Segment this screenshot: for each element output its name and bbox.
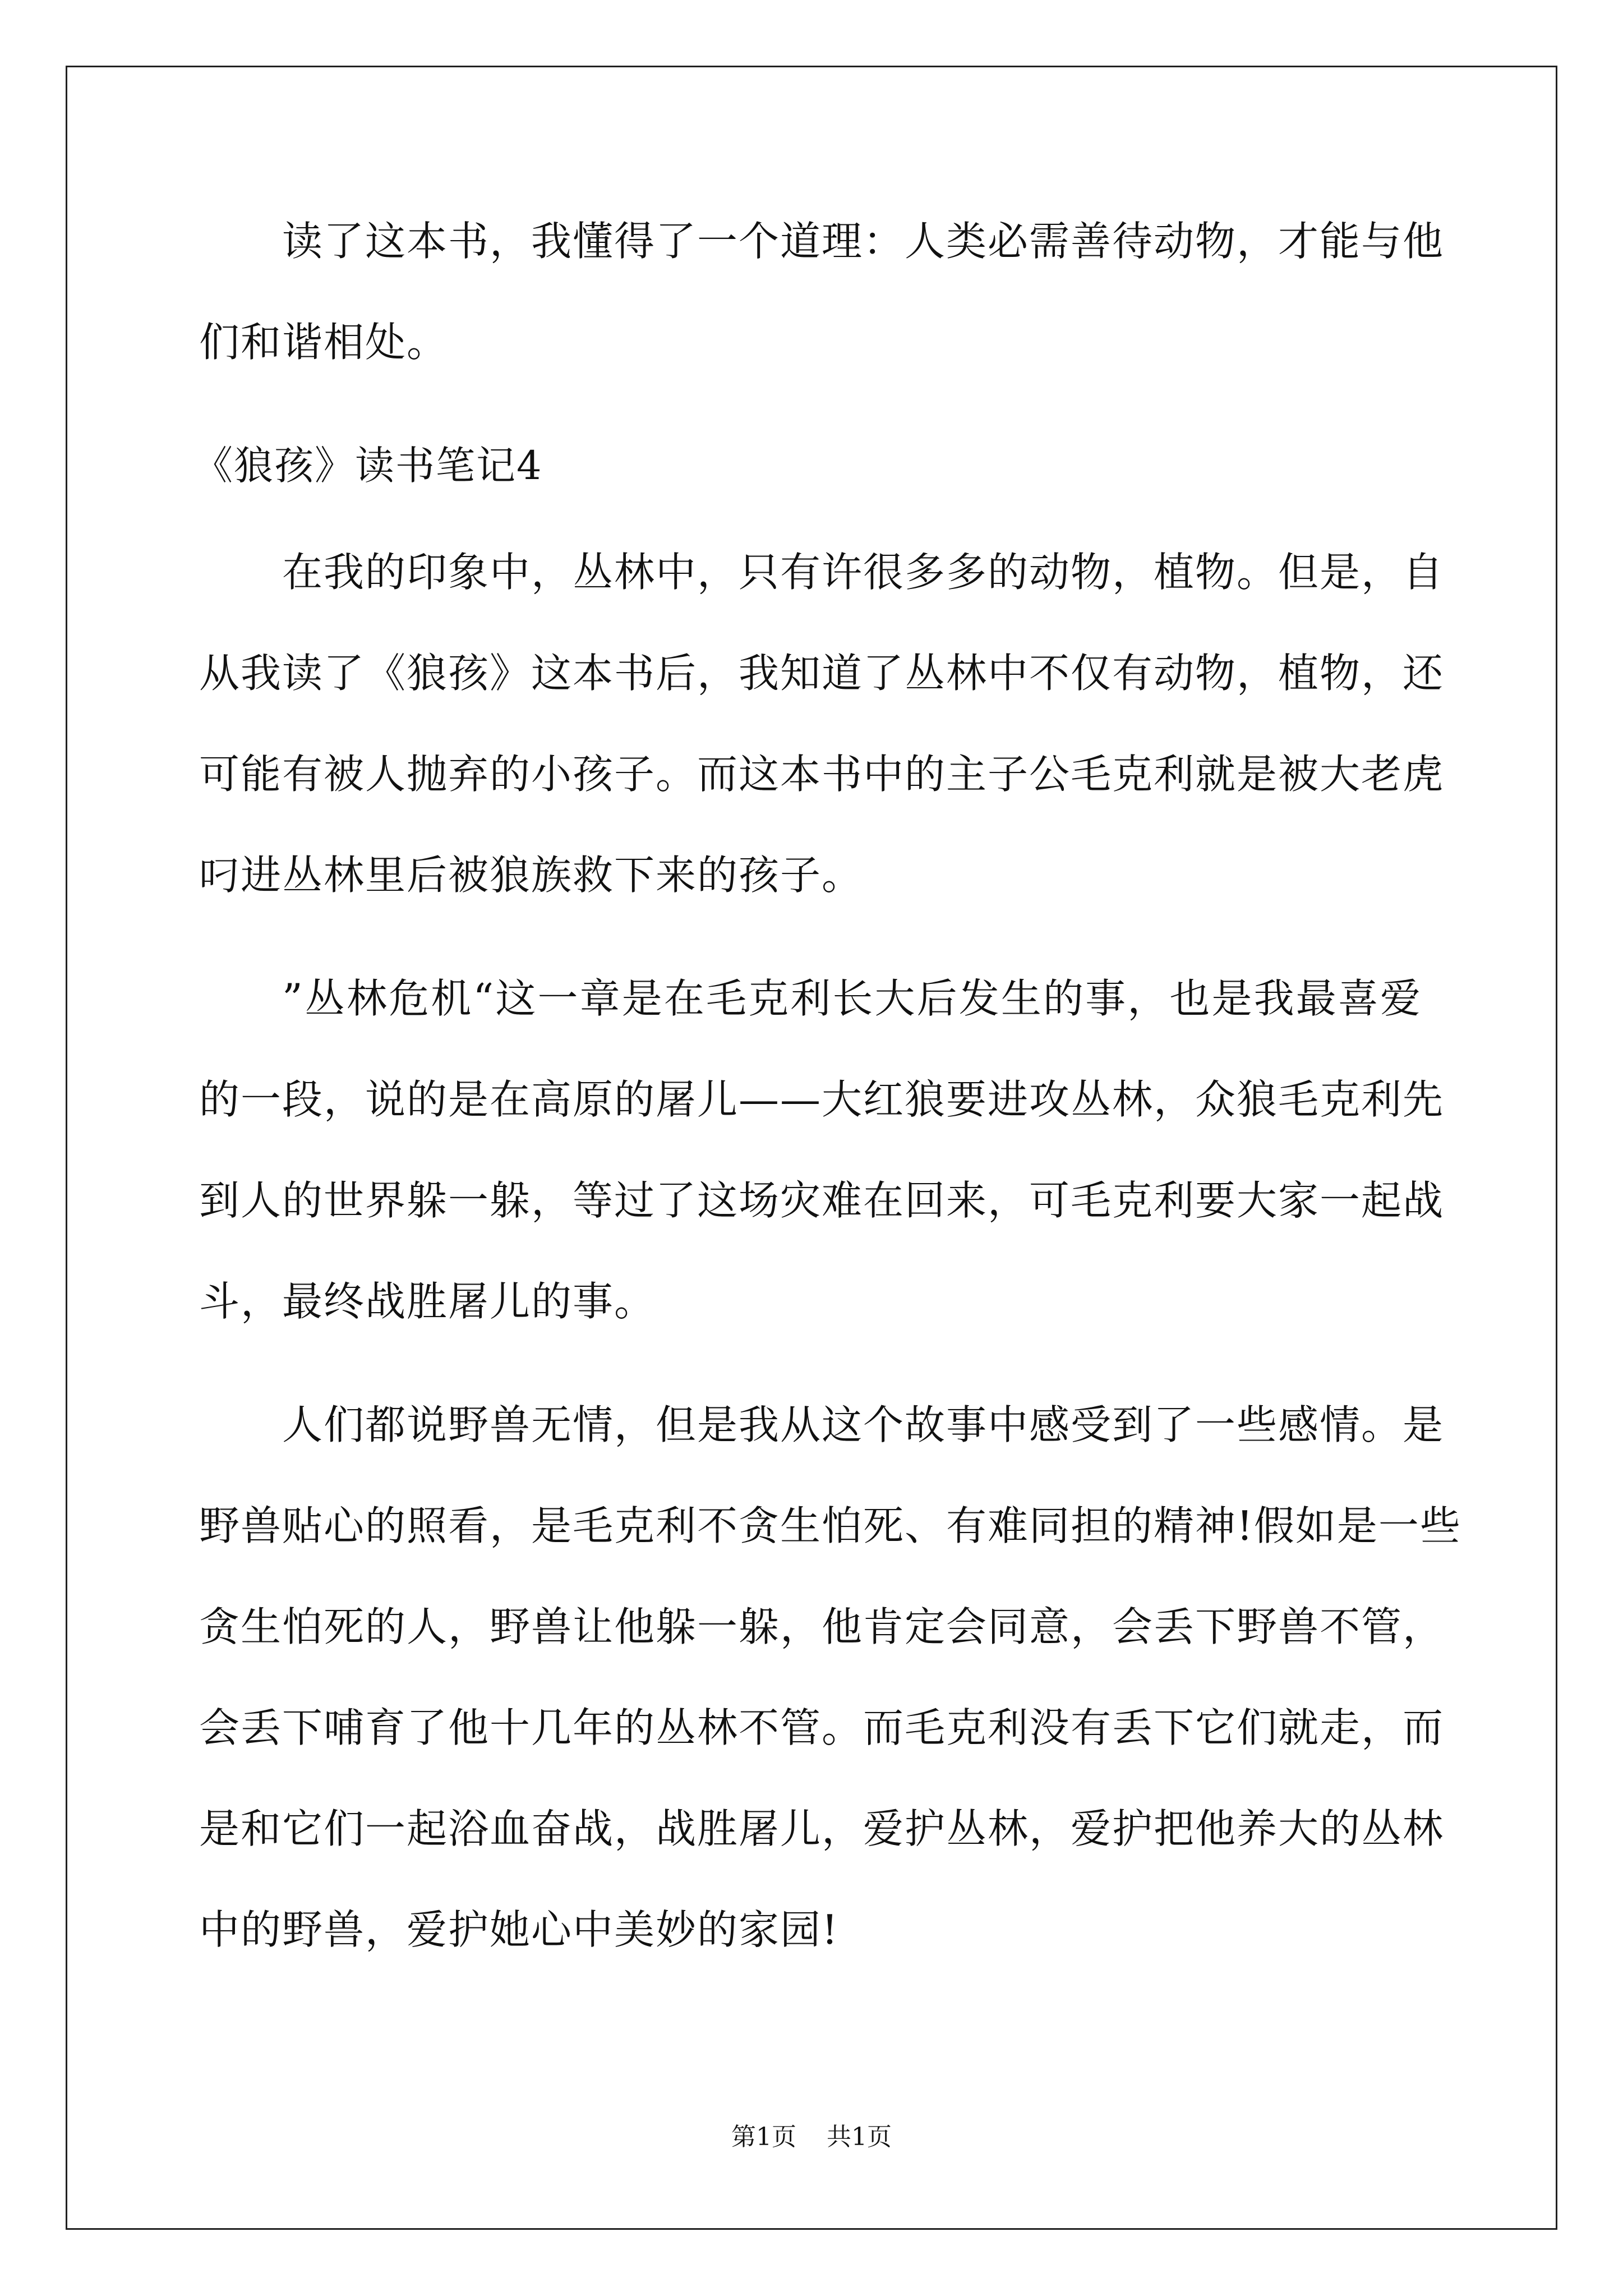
paragraph-line: 会丢下哺育了他十几年的丛林不管。而毛克利没有丢下它们就走，而 — [199, 1704, 1445, 1751]
paragraph-line: 从我读了《狼孩》这本书后，我知道了丛林中不仅有动物，植物，还 — [199, 650, 1445, 697]
paragraph-line: 人们都说野兽无情，但是我从这个故事中感受到了一些感情。是 — [282, 1401, 1445, 1448]
paragraph-line: ”丛林危机“这一章是在毛克利长大后发生的事，也是我最喜爱 — [282, 975, 1422, 1022]
paragraph-line: 野兽贴心的照看，是毛克利不贪生怕死、有难同担的精神!假如是一些 — [199, 1502, 1461, 1549]
paragraph-line: 在我的印象中，丛林中，只有许很多多的动物，植物。但是，自 — [282, 549, 1445, 596]
page-total: 共1页 — [827, 2123, 892, 2151]
page-footer — [0, 2120, 1623, 2154]
paragraph-line: 可能有被人抛弃的小孩子。而这本书中的主子公毛克利就是被大老虎 — [199, 751, 1445, 798]
section-heading: 《狼孩》读书笔记4 — [193, 443, 543, 489]
paragraph-line: 读了这本书，我懂得了一个道理：人类必需善待动物，才能与他 — [282, 218, 1445, 265]
paragraph-line: 到人的世界躲一躲，等过了这场灾难在回来，可毛克利要大家一起战 — [199, 1177, 1445, 1224]
page-number: 第1页 — [731, 2123, 796, 2151]
paragraph-line: 斗，最终战胜屠儿的事。 — [199, 1278, 656, 1325]
paragraph-line: 中的野兽，爱护她心中美妙的家园! — [199, 1906, 839, 1953]
paragraph-line: 贪生怕死的人，野兽让他躲一躲，他肯定会同意，会丢下野兽不管， — [199, 1603, 1445, 1650]
paragraph-line: 们和谐相处。 — [199, 319, 449, 366]
paragraph-line: 叼进丛林里后被狼族救下来的孩子。 — [199, 852, 864, 899]
paragraph-line: 是和它们一起浴血奋战，战胜屠儿，爱护丛林，爱护把他养大的丛林 — [199, 1805, 1445, 1852]
paragraph-line: 的一段，说的是在高原的屠儿——大红狼要进攻丛林，众狼毛克利先 — [199, 1076, 1445, 1123]
